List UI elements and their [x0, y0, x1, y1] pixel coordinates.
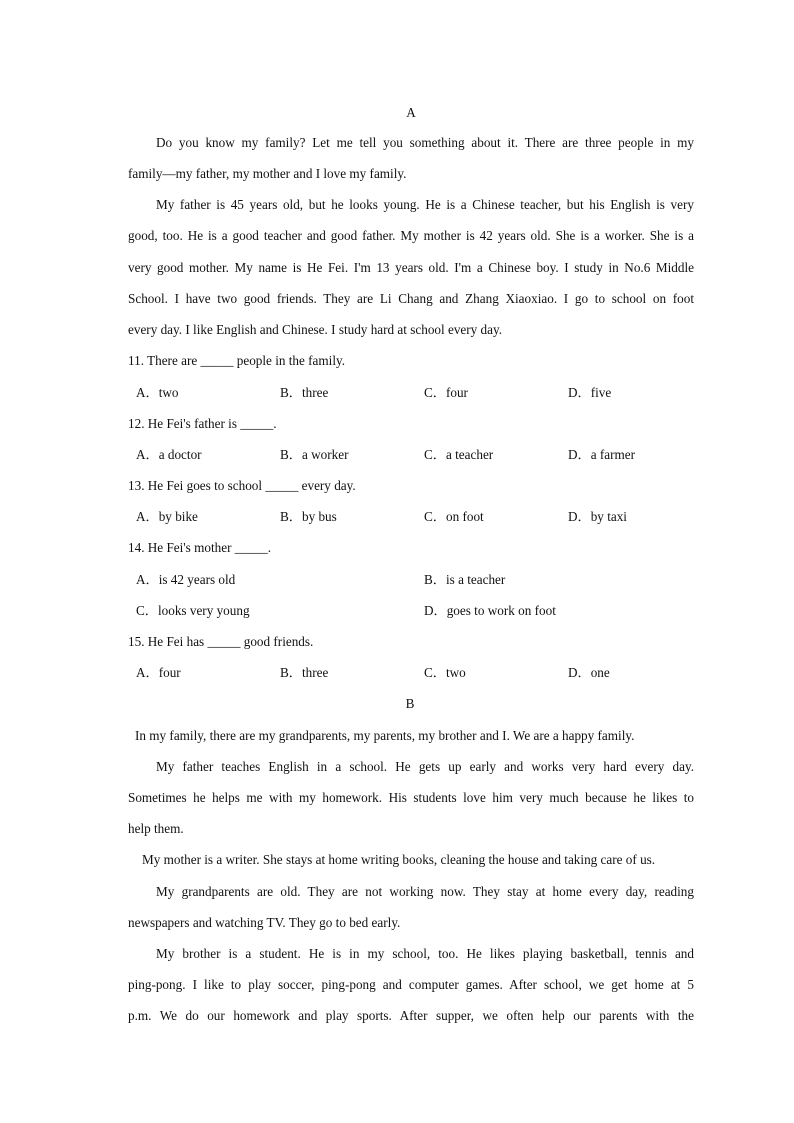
option-b[interactable]: B．a worker: [280, 447, 349, 462]
passage-a-line: very good mother. My name is He Fei. I'm 13 years old. I'm a Chinese boy. I study in No.6 Middle: [128, 260, 694, 275]
option-a[interactable]: A．a doctor: [136, 447, 202, 462]
option-c[interactable]: C．four: [424, 385, 468, 400]
question-stem: 12. He Fei's father is _____.: [128, 416, 277, 431]
option-d[interactable]: D．five: [568, 385, 612, 400]
option-c[interactable]: C．a teacher: [424, 447, 494, 462]
option-d[interactable]: D．a farmer: [568, 447, 635, 462]
option-a[interactable]: A．four: [136, 665, 181, 680]
passage-b-line: My father teaches English in a school. He gets up early and works very hard every day.: [156, 759, 694, 774]
passage-b-line: help them.: [128, 821, 184, 836]
option-c[interactable]: C．on foot: [424, 509, 484, 524]
option-b[interactable]: B．three: [280, 385, 329, 400]
option-c[interactable]: C．looks very young: [136, 603, 250, 618]
option-a[interactable]: A．two: [136, 385, 179, 400]
question-stem: 14. He Fei's mother _____.: [128, 540, 272, 555]
passage-b-line: Sometimes he helps me with my homework. His students love him very much because he likes to: [128, 790, 694, 805]
option-d[interactable]: D．goes to work on foot: [424, 603, 556, 618]
passage-b-line: My brother is a student. He is in my school, too. He likes playing basketball, tennis and: [156, 946, 694, 961]
passage-b-line: newspapers and watching TV. They go to bed early.: [128, 915, 401, 930]
passage-b-line: My mother is a writer. She stays at home writing books, cleaning the house and taking care of us.: [142, 852, 656, 867]
passage-b-line: My grandparents are old. They are not working now. They stay at home every day, reading: [156, 884, 694, 899]
passage-b-line: p.m. We do our homework and play sports. After supper, we often help our parents with the: [128, 1008, 694, 1023]
passage-a-heading: A: [406, 105, 416, 120]
passage-a-line: family—my father, my mother and I love my family.: [128, 166, 407, 181]
option-c[interactable]: C．two: [424, 665, 466, 680]
option-b[interactable]: B．three: [280, 665, 329, 680]
passage-a-line: good, too. He is a good teacher and good father. My mother is 42 years old. She is a worker. She is a: [128, 228, 694, 243]
option-b[interactable]: B．is a teacher: [424, 572, 506, 587]
passage-b-heading: B: [405, 696, 415, 711]
question-stem: 15. He Fei has _____ good friends.: [128, 634, 314, 649]
passage-b-line: ping-pong. I like to play soccer, ping-pong and computer games. After school, we get home at 5: [128, 977, 694, 992]
passage-a-line: every day. I like English and Chinese. I study hard at school every day.: [128, 322, 503, 337]
option-d[interactable]: D．one: [568, 665, 610, 680]
question-stem: 11. There are _____ people in the family.: [128, 353, 346, 368]
passage-a-line: My father is 45 years old, but he looks young. He is a Chinese teacher, but his English is very: [156, 197, 694, 212]
passage-b-line: In my family, there are my grandparents, my parents, my brother and I. We are a happy family.: [135, 728, 635, 743]
passage-a-line: Do you know my family? Let me tell you something about it. There are three people in my: [156, 135, 694, 150]
passage-a-line: School. I have two good friends. They are Li Chang and Zhang Xiaoxiao. I go to school on foot: [128, 291, 694, 306]
option-d[interactable]: D．by taxi: [568, 509, 627, 524]
option-a[interactable]: A．is 42 years old: [136, 572, 236, 587]
option-a[interactable]: A．by bike: [136, 509, 198, 524]
option-b[interactable]: B．by bus: [280, 509, 337, 524]
question-stem: 13. He Fei goes to school _____ every day.: [128, 478, 356, 493]
